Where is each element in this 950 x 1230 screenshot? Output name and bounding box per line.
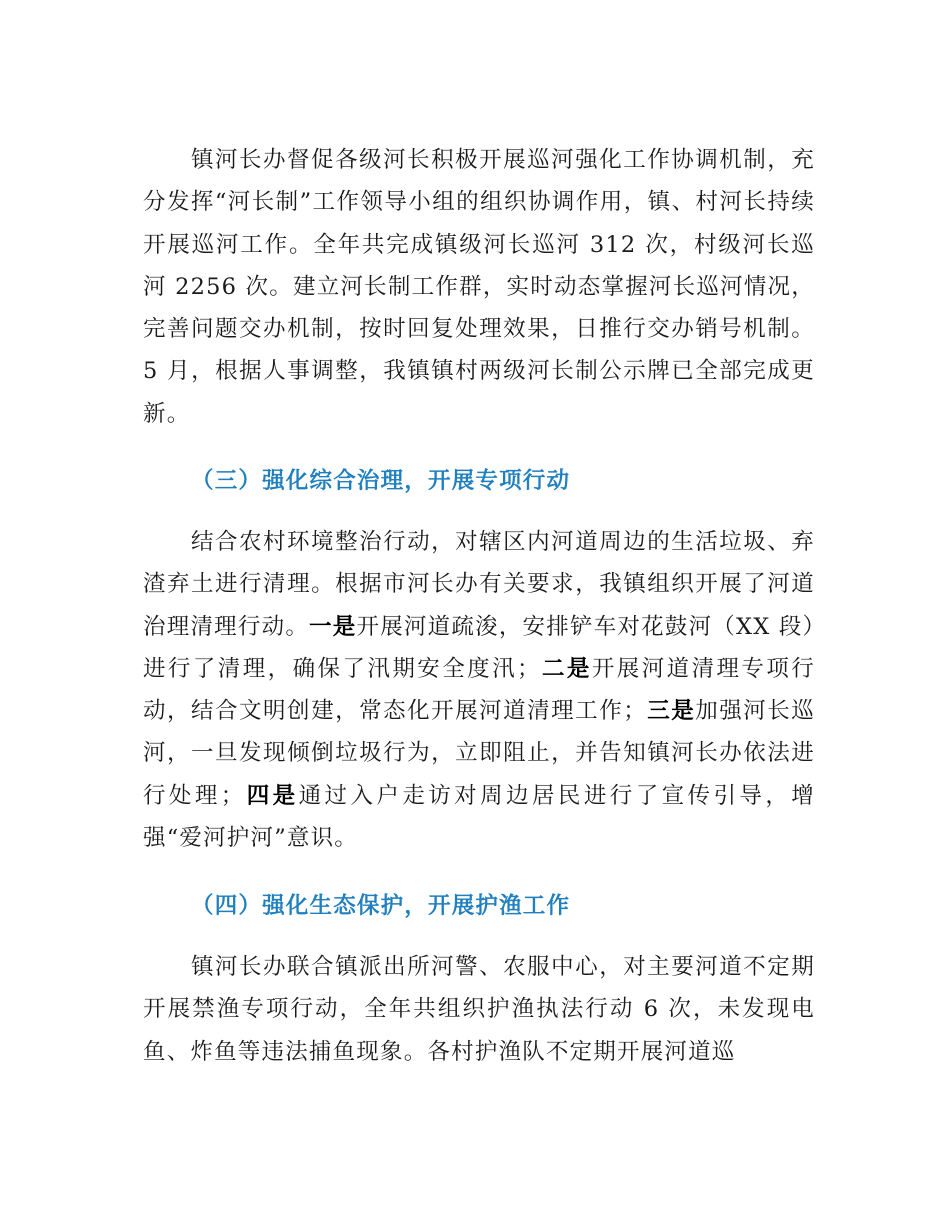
p2-intro: 结合农村环境整治行动，对辖区内河道周边的生活垃圾、弃渣弃土进行清理。根据市河长办有关要求，我镇组织开展了河道治理清理行动。 — [143, 529, 815, 640]
paragraph-river-patrol: 镇河长办督促各级河长积极开展巡河强化工作协调机制，充分发挥“河长制”工作领导小组的组织协调作用，镇、村河长持续开展巡河工作。全年共完成镇级河长巡河 312 次，村级河长巡河 2256 次。建立河长制工作群，实时动态掌握河长巡河情况，完善问题交办机制，按时回复处理效果，日推行交办销号机制。5 月，根据人事调整，我镇镇村两级河长制公示牌已全部完成更新。 — [143, 147, 815, 427]
p2-keyword-4: 四是 — [244, 782, 299, 809]
p2-text-3: 加强河长巡河，一旦发现倾倒垃圾行为，立即阻止，并告知镇河长办依法进行处理； — [143, 698, 815, 809]
p2-text-2: 开展河道清理专项行动，结合文明创建，常态化开展河道清理工作； — [143, 655, 815, 725]
p2-text-1: 开展河道疏浚，安排铲车对花鼓河（XX 段）进行了清理，确保了汛期安全度汛； — [143, 613, 816, 682]
p2-keyword-1: 一是 — [309, 613, 357, 640]
paragraph-special-action — [143, 521, 815, 859]
p2-text-4: 通过入户走访对周边居民进行了宣传引导，增强“爱河护河”意识。 — [143, 782, 815, 852]
section-heading-3: （三）强化综合治理，开展专项行动 — [191, 468, 571, 494]
section-heading-4: （四）强化生态保护，开展护渔工作 — [191, 893, 571, 919]
p2-keyword-2: 二是 — [540, 655, 592, 682]
paragraph-fishery-protection: 镇河长办联合镇派出所河警、农服中心，对主要河道不定期开展禁渔专项行动，全年共组织护渔执法行动 6 次，未发现电鱼、炸鱼等违法捕鱼现象。各村护渔队不定期开展河道巡 — [143, 954, 815, 1065]
p2-keyword-3: 三是 — [646, 698, 696, 725]
